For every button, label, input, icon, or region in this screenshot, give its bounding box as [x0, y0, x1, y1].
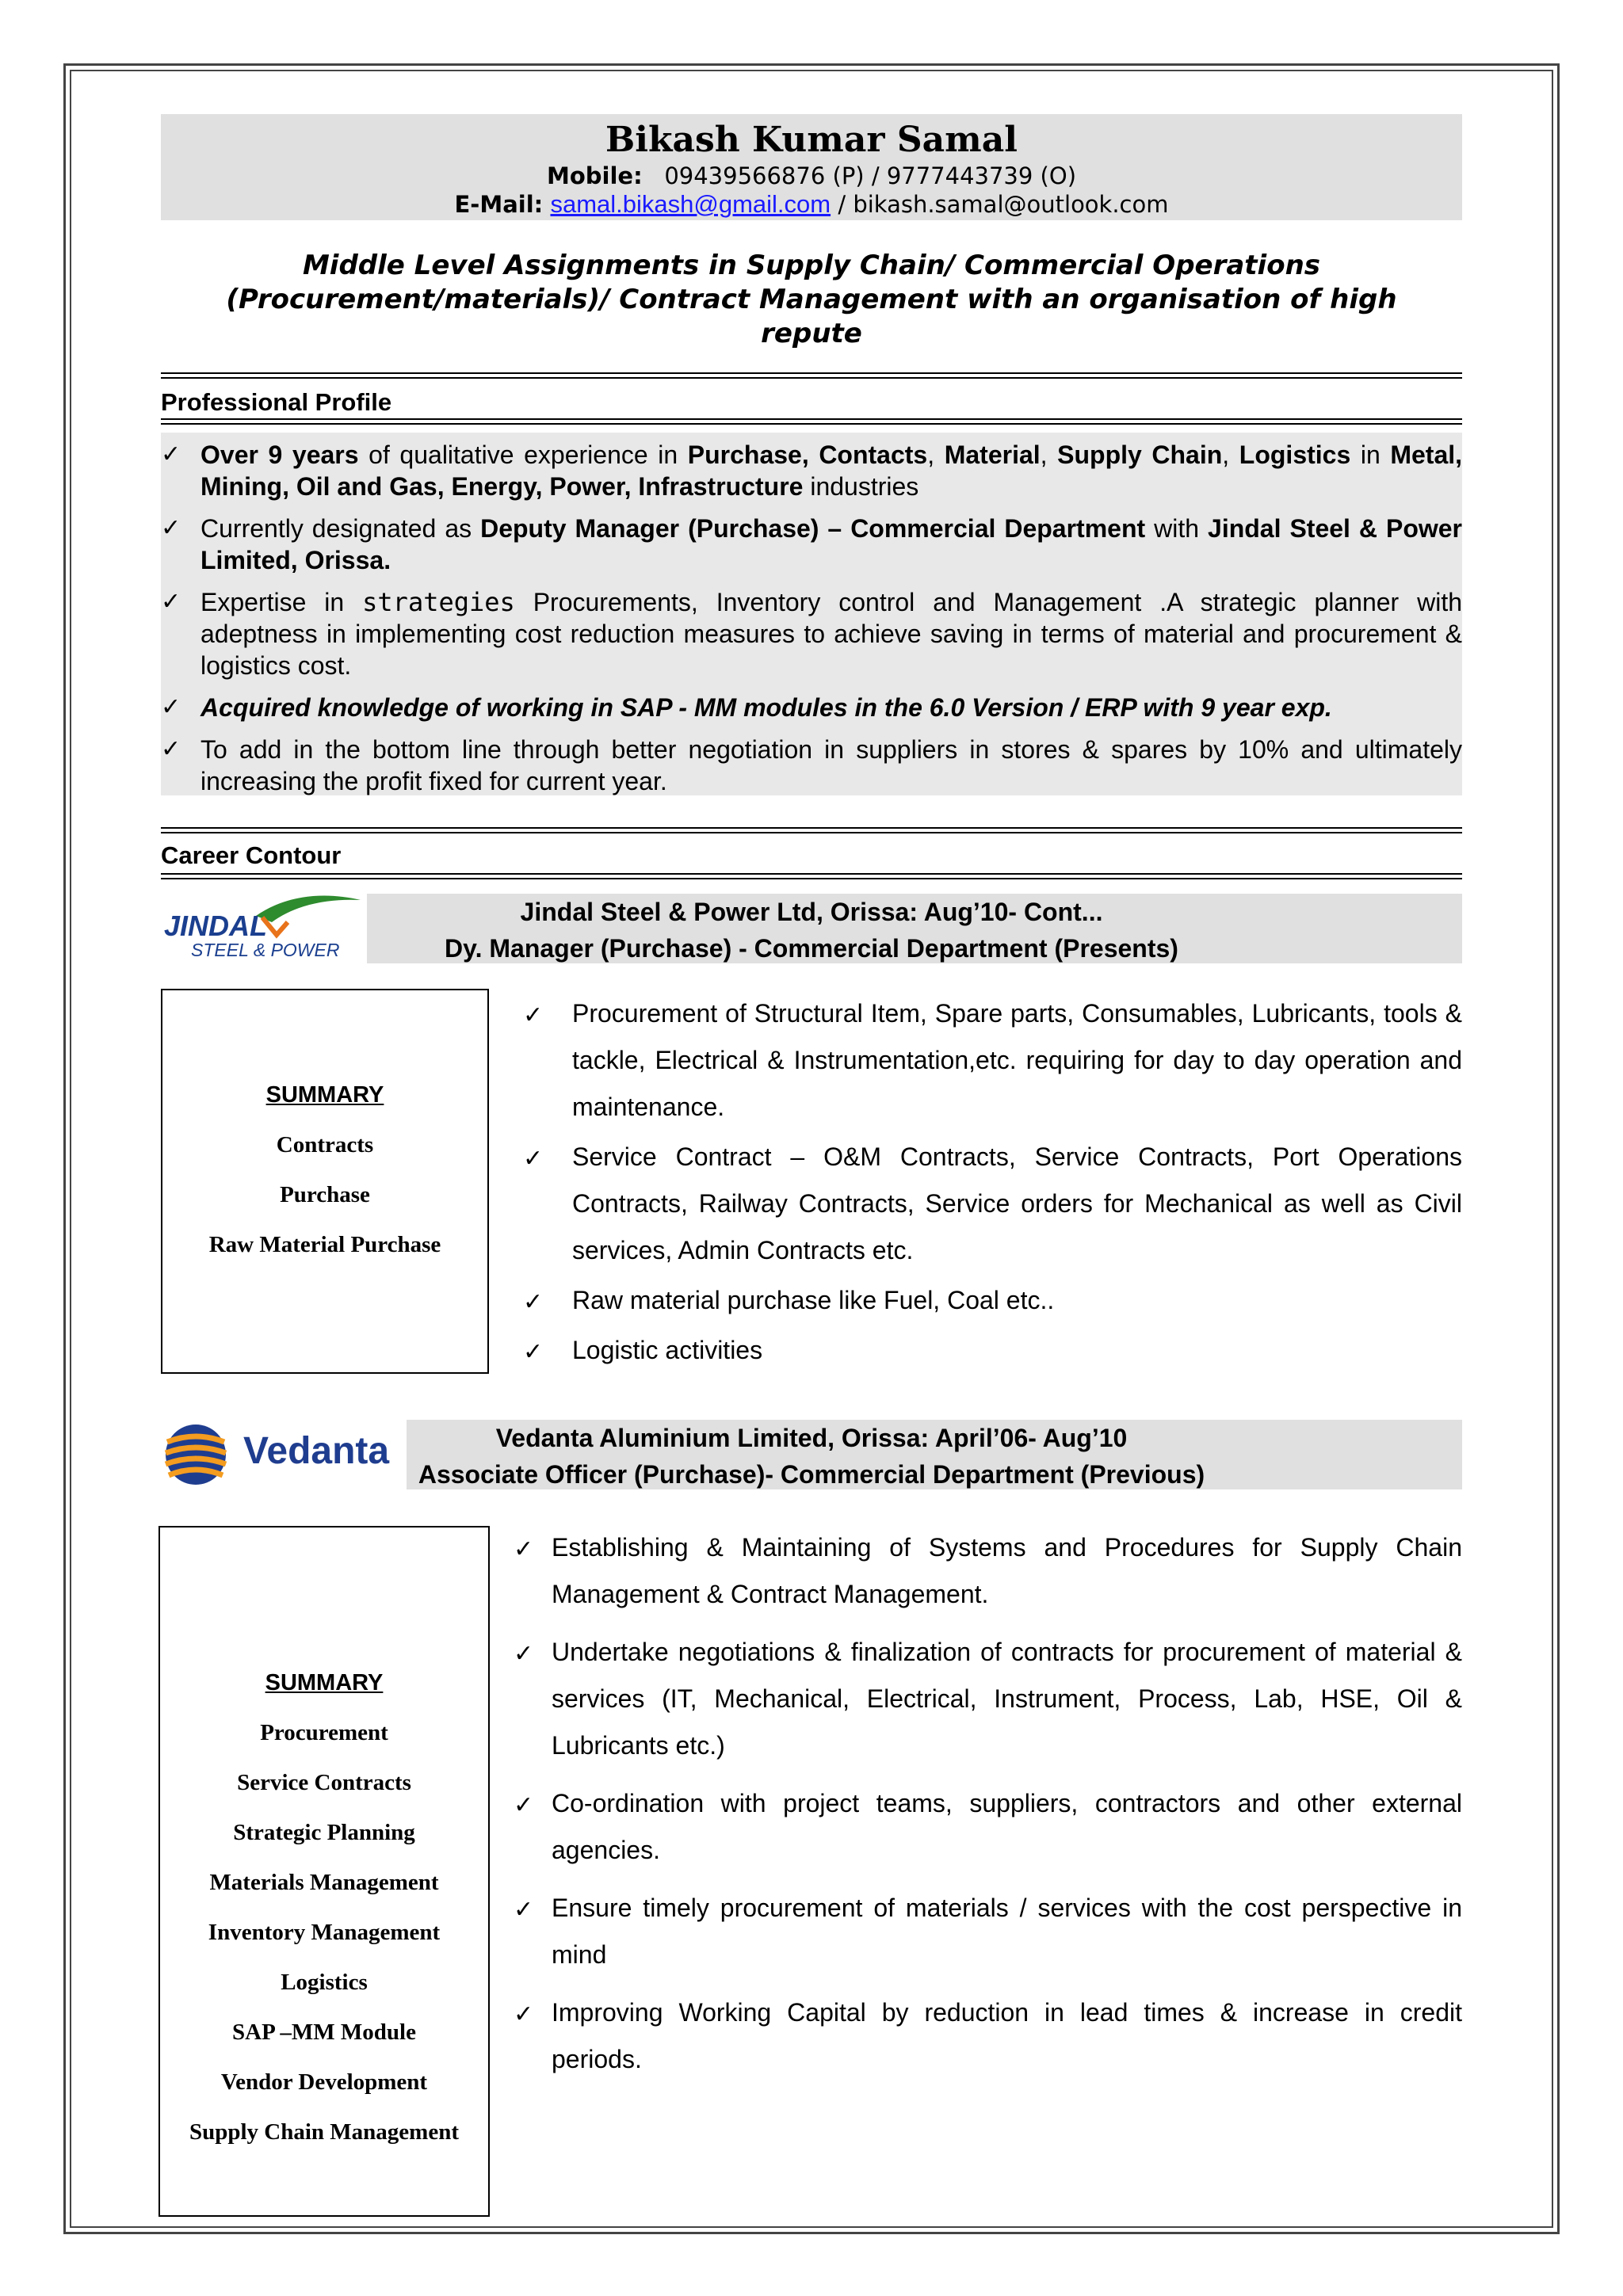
checkmark-icon: ✓ [523, 1288, 544, 1316]
profile-text: , [927, 441, 945, 469]
responsibility-item [523, 1327, 1462, 1374]
job-title-block [161, 894, 1462, 967]
responsibility-item [523, 1277, 1462, 1324]
profile-text: Over 9 years [200, 441, 359, 469]
divider [161, 832, 1462, 833]
profile-text: Metal, Mining, Oil and Gas, Energy, Power, Infrastructure [200, 441, 1463, 501]
profile-text: with [1145, 514, 1209, 543]
divider [161, 377, 1462, 379]
jindal-logo-word: JINDAL [164, 910, 268, 942]
summary-item: Strategic Planning [233, 1820, 415, 1845]
profile-text: Acquired knowledge of working in SAP - MM modules in the 6.0 Version / ERP with 9 year exp. [200, 693, 1332, 722]
company-line: Jindal Steel & Power Ltd, Orissa: Aug’10- Cont... [520, 898, 1103, 926]
divider [161, 873, 1462, 875]
career-objective [161, 249, 1462, 351]
summary-item: Inventory Management [208, 1920, 441, 1945]
profile-text: Supply Chain [1057, 441, 1223, 469]
summary-box-vedanta [158, 1526, 490, 2217]
jindal-logo-sub: STEEL & POWER [191, 940, 340, 960]
summary-item: Materials Management [209, 1870, 439, 1895]
role-line: Associate Officer (Purchase)- Commercial Department (Previous) [418, 1460, 1205, 1489]
responsibility-item [514, 1989, 1462, 2083]
checkmark-icon: ✓ [161, 693, 181, 721]
profile-text: Logistics [1239, 441, 1351, 469]
job-responsibilities-vedanta [514, 1524, 1462, 2094]
email-primary-link[interactable]: samal.bikash@gmail.com [550, 190, 831, 218]
mobile-line [161, 162, 1462, 190]
responsibility-text: Co-ordination with project teams, suppliers, contractors and other external agencies. [552, 1789, 1462, 1864]
summary-item: Purchase [280, 1182, 370, 1207]
divider [161, 423, 1462, 425]
divider [161, 827, 1462, 829]
profile-list [161, 433, 1462, 797]
profile-text: Material [944, 441, 1041, 469]
checkmark-icon: ✓ [514, 1896, 534, 1924]
profile-text: Deputy Manager (Purchase) – Commercial Department [480, 514, 1146, 543]
objective-line: Middle Level Assignments in Supply Chain/ Commercial Operations [302, 250, 1321, 281]
email-secondary: bikash.samal@outlook.com [853, 191, 1169, 218]
summary-item: SAP –MM Module [232, 2019, 416, 2045]
professional-profile-heading: Professional Profile [161, 388, 392, 416]
responsibility-item [523, 1134, 1462, 1274]
profile-text: , [1222, 441, 1239, 469]
responsibility-item [514, 1885, 1462, 1978]
profile-item [161, 734, 1462, 797]
profile-text: , [1040, 441, 1058, 469]
profile-text: industries [803, 472, 919, 501]
objective-line: repute [761, 318, 862, 349]
checkmark-icon: ✓ [161, 514, 181, 542]
divider [161, 878, 1462, 879]
summary-item: Logistics [281, 1970, 368, 1995]
checkmark-icon: ✓ [161, 735, 181, 763]
summary-item: Procurement [260, 1720, 388, 1745]
checkmark-icon: ✓ [514, 1791, 534, 1819]
profile-text: Jindal Steel & Power Limited, Orissa. [200, 514, 1463, 574]
profile-text: To add in the bottom line through better negotiation in suppliers in stores & spares by 10% and ultimately increasing the profit fixed for current year. [200, 735, 1462, 795]
divider [161, 418, 1462, 420]
checkmark-icon: ✓ [514, 2000, 534, 2028]
responsibility-text: Establishing & Maintaining of Systems and Procedures for Supply Chain Management & Contract Management. [552, 1533, 1462, 1608]
checkmark-icon: ✓ [514, 1535, 534, 1563]
summary-items [160, 1708, 488, 2157]
profile-text: Expertise in [200, 588, 363, 616]
responsibility-text: Logistic activities [572, 1336, 763, 1364]
profile-text: Procurements, Inventory control and Management .A strategic planner with adeptness in implementing cost reduction measures to achieve saving in terms of material and procurement & logistics cost. [200, 588, 1463, 680]
summary-item: Service Contracts [237, 1770, 411, 1795]
company-line: Vedanta Aluminium Limited, Orissa: April’06- Aug’10 [495, 1424, 1128, 1452]
summary-item: Raw Material Purchase [208, 1232, 441, 1257]
responsibility-item [514, 1524, 1462, 1618]
job-header-vedanta [161, 1420, 1462, 1489]
profile-text: Currently designated as [200, 514, 481, 543]
profile-text: in [1350, 441, 1391, 469]
responsibility-item [514, 1780, 1462, 1874]
profile-item [161, 692, 1462, 723]
email-label: E-Mail: [454, 191, 544, 218]
checkmark-icon: ✓ [523, 1001, 544, 1029]
checkmark-icon: ✓ [161, 441, 181, 468]
divider [161, 372, 1462, 374]
career-contour-heading: Career Contour [161, 841, 342, 869]
summary-title: SUMMARY [265, 1670, 384, 1695]
summary-items [162, 1120, 487, 1270]
responsibility-item [514, 1629, 1462, 1769]
responsibility-text: Raw material purchase like Fuel, Coal etc.. [572, 1286, 1055, 1314]
responsibility-item [523, 990, 1462, 1131]
responsibility-text: Undertake negotiations & finalization of contracts for procurement of material & services (IT, Mechanical, Electrical, Instrument, Process, Lab, HSE, Oil & Lubricants etc.) [552, 1638, 1462, 1760]
summary-item: Vendor Development [220, 2069, 428, 2095]
professional-profile-section [161, 433, 1462, 795]
job-header-jindal [161, 894, 1462, 963]
profile-item [161, 439, 1462, 502]
responsibility-text: Service Contract – O&M Contracts, Service Contracts, Port Operations Contracts, Railway Contracts, Service orders for Mechanical as well as Civil services, Admin Contracts etc. [572, 1142, 1462, 1264]
profile-text: Purchase, Contacts [687, 441, 928, 469]
role-line: Dy. Manager (Purchase) - Commercial Department (Presents) [445, 934, 1178, 963]
checkmark-icon: ✓ [514, 1640, 534, 1668]
checkmark-icon: ✓ [161, 588, 181, 616]
summary-item: Supply Chain Management [189, 2119, 459, 2145]
objective-line: (Procurement/materials)/ Contract Management with an organisation of high [226, 284, 1397, 315]
profile-text: of qualitative experience in [358, 441, 688, 469]
checkmark-icon: ✓ [523, 1145, 544, 1173]
job-title-block [161, 1420, 1462, 1493]
mobile-value: 09439566876 (P) / 9777443739 (O) [664, 162, 1077, 189]
responsibility-text: Procurement of Structural Item, Spare parts, Consumables, Lubricants, tools & tackle, Electrical & Instrumentation,etc. requiring for day to day operation and maintenance. [572, 999, 1462, 1121]
candidate-name: Bikash Kumar Samal [605, 120, 1018, 160]
profile-item [161, 586, 1462, 681]
checkmark-icon: ✓ [523, 1338, 544, 1366]
profile-item [161, 513, 1462, 576]
summary-box-jindal [161, 989, 489, 1374]
resume-header [161, 114, 1462, 220]
job-responsibilities-jindal [523, 990, 1462, 1377]
summary-item: Contracts [276, 1132, 374, 1158]
summary-title: SUMMARY [265, 1082, 384, 1108]
email-line [161, 190, 1462, 219]
responsibility-text: Ensure timely procurement of materials / services with the cost perspective in mind [552, 1894, 1462, 1969]
responsibility-text: Improving Working Capital by reduction in lead times & increase in credit periods. [552, 1998, 1462, 2073]
profile-text: strategies [362, 587, 515, 617]
email-separator: / [831, 191, 854, 218]
vedanta-logo-word: Vedanta [243, 1430, 390, 1472]
mobile-label: Mobile: [546, 162, 643, 189]
